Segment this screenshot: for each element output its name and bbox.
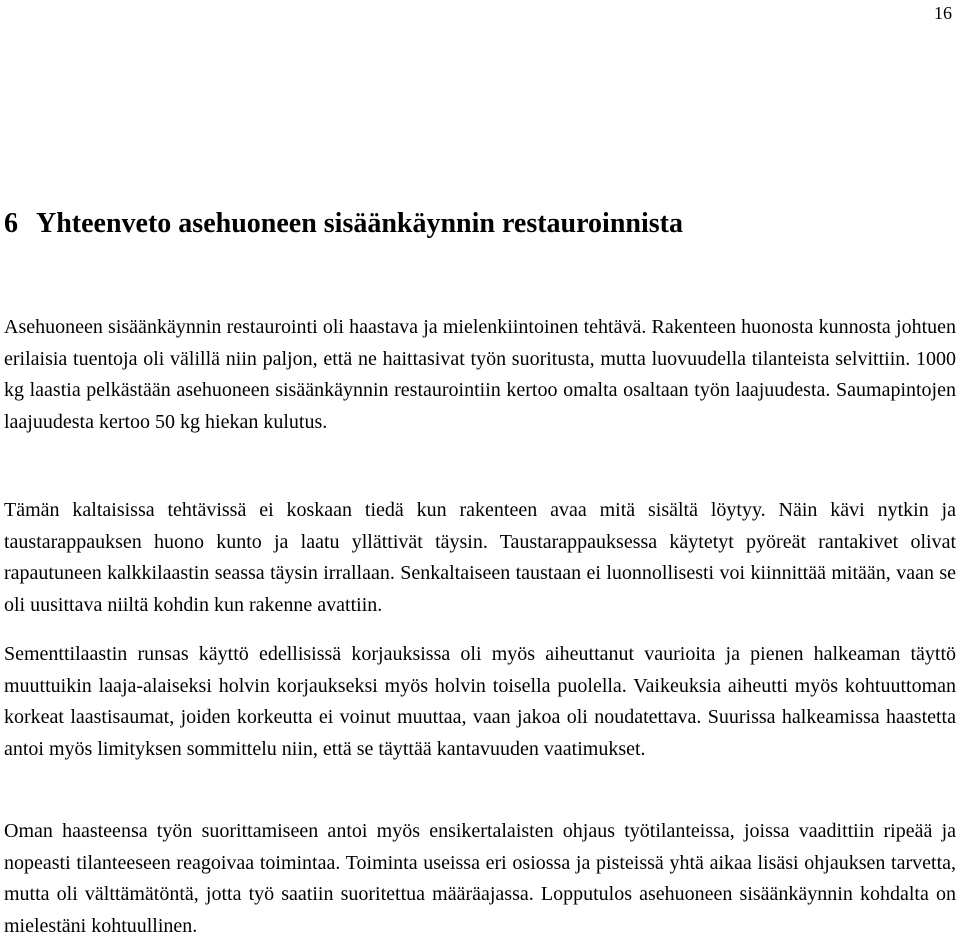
body-paragraph: Sementtilaastin runsas käyttö edellisissä korjauksissa oli myös aiheuttanut vaurioita ja pienen halkeaman täyttö muuttuikin laaja-alaiseksi holvin korjaukseksi myös holvin toisella puolella. Vaikeuksia aiheutti myös kohtuuttoman korkeat laastisaumat, joiden korkeutta ei voinut muuttaa, vaan jakoa oli noudatettava. Suurissa halkeamissa haastetta antoi myös limityksen sommittelu niin, että se täyttää kantavuuden vaatimukset. bbox=[4, 643, 956, 760]
body-paragraph: Asehuoneen sisäänkäynnin restaurointi oli haastava ja mielenkiintoinen tehtävä. Rakenteen huonosta kunnosta johtuen erilaisia tuentoja oli välillä niin paljon, että ne haittasivat työn suoritusta, mutta luovuudella tilanteista selvittiin. 1000 kg laastia pelkästään asehuoneen sisäänkäynnin restaurointiin kertoo omalta osaltaan työn laajuudesta. Saumapintojen laajuudesta kertoo 50 kg hiekan kulutus. bbox=[4, 316, 956, 433]
section-number: 6 bbox=[4, 208, 18, 239]
section-heading bbox=[4, 204, 683, 244]
section-title: Yhteenveto asehuoneen sisäänkäynnin restauroinnista bbox=[36, 208, 683, 239]
page-number: 16 bbox=[934, 3, 952, 23]
body-paragraph: Tämän kaltaisissa tehtävissä ei koskaan tiedä kun rakenteen avaa mitä sisältä löytyy. Näin kävi nytkin ja taustarappauksen huono kunto ja laatu yllättivät täysin. Taustarappauksessa käytetyt pyöreät rantakivet olivat rapautuneen kalkkilaastin seassa täysin irrallaan. Senkaltaiseen taustaan ei luonnollisesti voi kiinnittää mitään, vaan se oli uusittava niiltä kohdin kun rakenne avattiin. bbox=[4, 499, 956, 616]
body-paragraph: Oman haasteensa työn suorittamiseen antoi myös ensikertalaisten ohjaus työtilanteissa, joissa vaadittiin ripeää ja nopeasti tilanteeseen reagoivaa toimintaa. Toiminta useissa eri osiossa ja pisteissä yhtä aikaa lisäsi ohjauksen tarvetta, mutta oli välttämätöntä, jotta työ saatiin suoritettua määräajassa. Lopputulos asehuoneen sisäänkäynnin kohdalta on mielestäni kohtuullinen. bbox=[4, 820, 956, 937]
